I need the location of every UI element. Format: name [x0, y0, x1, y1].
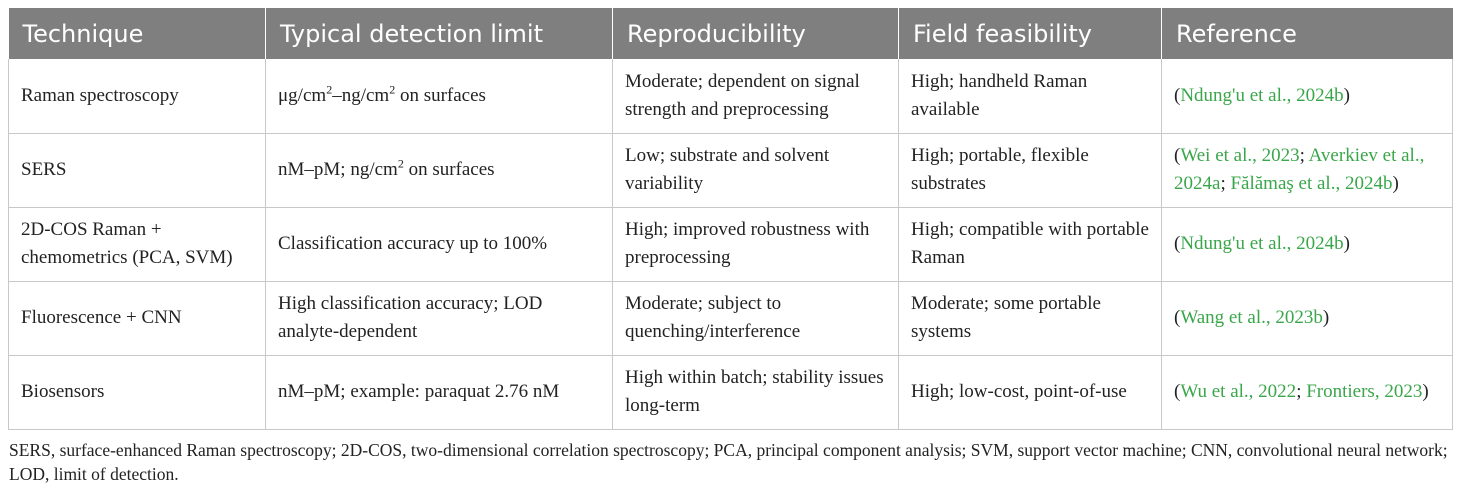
cell-reference: (Wang et al., 2023b) [1162, 281, 1453, 355]
reference-link[interactable]: Ndung'u et al., 2024b [1180, 84, 1344, 106]
header-field-feasibility: Field feasibility [899, 8, 1162, 59]
cell-reference: (Wu et al., 2022; Frontiers, 2023) [1162, 355, 1453, 429]
cell-reproducibility: Low; substrate and solvent variability [613, 133, 899, 207]
cell-technique: SERS [9, 133, 266, 207]
cell-reference: (Wei et al., 2023; Averkiev et al., 2024a; Fălămaş et al., 2024b) [1162, 133, 1453, 207]
limit-text: –ng/cm [332, 84, 390, 106]
cell-field-feasibility: High; portable, flexible substrates [899, 133, 1162, 207]
table-row [9, 133, 1453, 207]
cell-technique: Raman spectroscopy [9, 59, 266, 133]
cell-detection-limit [266, 281, 613, 355]
cell-reproducibility: Moderate; subject to quenching/interference [613, 281, 899, 355]
cell-field-feasibility: High; compatible with portable Raman [899, 207, 1162, 281]
limit-superscript: 2 [397, 156, 404, 171]
reference-link[interactable]: Averkiev et al., 2024a [1174, 145, 1425, 194]
cell-reproducibility: High; improved robustness with preprocessing [613, 207, 899, 281]
cell-reproducibility: Moderate; dependent on signal strength and preprocessing [613, 59, 899, 133]
reference-link[interactable]: Wei et al., 2023 [1180, 145, 1300, 166]
cell-field-feasibility: High; handheld Raman available [899, 59, 1162, 133]
reference-link[interactable]: Frontiers, 2023 [1306, 381, 1423, 402]
header-detection-limit: Typical detection limit [266, 8, 613, 59]
cell-reproducibility: High within batch; stability issues long-term [613, 355, 899, 429]
header-technique: Technique [9, 8, 266, 59]
limit-text: Classification accuracy up to 100% [278, 233, 548, 254]
table-container [8, 8, 1452, 486]
cell-technique: Fluorescence + CNN [9, 281, 266, 355]
cell-detection-limit [266, 355, 613, 429]
limit-text: High classification accuracy; LOD analyte-dependent [278, 293, 543, 342]
header-row [9, 8, 1453, 59]
limit-text: μg/cm [278, 84, 327, 106]
header-reproducibility: Reproducibility [613, 8, 899, 59]
reference-link[interactable]: Fălămaş et al., 2024b [1230, 173, 1393, 194]
limit-text: on surfaces [395, 84, 486, 106]
limit-text: on surfaces [403, 159, 495, 180]
reference-link[interactable]: Ndung'u et al., 2024b [1180, 233, 1344, 254]
reference-link[interactable]: Wu et al., 2022 [1180, 381, 1297, 402]
comparison-table [8, 8, 1453, 430]
cell-detection-limit [266, 207, 613, 281]
table-row [9, 355, 1453, 429]
limit-superscript: 2 [326, 82, 333, 97]
table-row [9, 281, 1453, 355]
cell-technique: 2D-COS Raman + chemometrics (PCA, SVM) [9, 207, 266, 281]
cell-technique: Biosensors [9, 355, 266, 429]
cell-field-feasibility: Moderate; some portable systems [899, 281, 1162, 355]
cell-field-feasibility: High; low-cost, point-of-use [899, 355, 1162, 429]
reference-link[interactable]: Wang et al., 2023b [1180, 307, 1323, 328]
table-row [9, 59, 1453, 133]
header-reference: Reference [1162, 8, 1453, 59]
table-row [9, 207, 1453, 281]
cell-detection-limit [266, 133, 613, 207]
table-footnote: SERS, surface-enhanced Raman spectroscopy; 2D-COS, two-dimensional correlation spectroscopy; PCA, principal component analysis; SVM, support vector machine; CNN, convolutional neural network; LOD, limit of detection. [9, 439, 1448, 484]
limit-text: nM–pM; ng/cm [278, 159, 398, 180]
limit-text: nM–pM; example: paraquat 2.76 nM [278, 381, 560, 402]
cell-reference: (Ndung'u et al., 2024b) [1162, 207, 1453, 281]
cell-reference: (Ndung'u et al., 2024b) [1162, 59, 1453, 133]
cell-detection-limit [266, 59, 613, 133]
limit-superscript: 2 [389, 82, 396, 97]
